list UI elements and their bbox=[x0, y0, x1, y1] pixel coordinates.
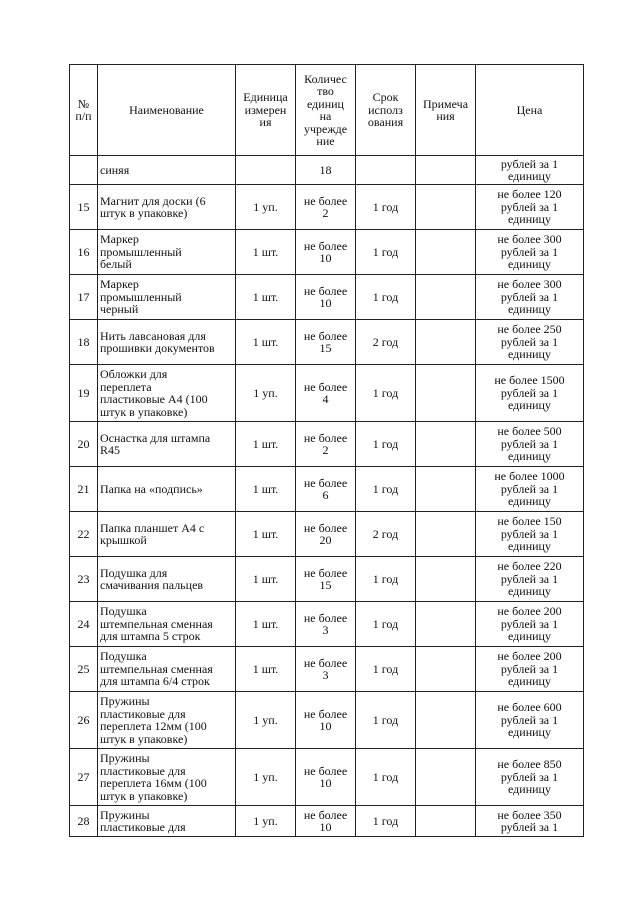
row-name: синяя bbox=[98, 156, 236, 185]
row-quantity: не более 6 bbox=[296, 467, 356, 512]
table-row bbox=[70, 692, 584, 749]
row-notes bbox=[416, 467, 476, 512]
row-quantity: не более 10 bbox=[296, 230, 356, 275]
row-unit: 1 шт. bbox=[236, 275, 296, 320]
row-quantity: не более 4 bbox=[296, 365, 356, 422]
procurement-table bbox=[69, 64, 584, 837]
row-term: 1 год bbox=[356, 467, 416, 512]
row-quantity: не более 15 bbox=[296, 320, 356, 365]
table-row bbox=[70, 320, 584, 365]
row-quantity: не более 10 bbox=[296, 806, 356, 837]
row-name: Подушка для смачивания пальцев bbox=[98, 557, 236, 602]
row-price: не более 1500 рублей за 1 единицу bbox=[476, 365, 584, 422]
row-price: не более 300 рублей за 1 единицу bbox=[476, 275, 584, 320]
table-row bbox=[70, 230, 584, 275]
header-number: № п/п bbox=[70, 65, 98, 156]
row-number: 21 bbox=[70, 467, 98, 512]
row-price: не более 850 рублей за 1 единицу bbox=[476, 749, 584, 806]
row-notes bbox=[416, 749, 476, 806]
header-unit: Единица измерен ия bbox=[236, 65, 296, 156]
row-price: не более 200 рублей за 1 единицу bbox=[476, 602, 584, 647]
row-term: 1 год bbox=[356, 557, 416, 602]
row-term bbox=[356, 156, 416, 185]
row-price: не более 150 рублей за 1 единицу bbox=[476, 512, 584, 557]
table-row bbox=[70, 422, 584, 467]
table-row bbox=[70, 557, 584, 602]
row-price: не более 1000 рублей за 1 единицу bbox=[476, 467, 584, 512]
row-unit: 1 уп. bbox=[236, 692, 296, 749]
table-row bbox=[70, 647, 584, 692]
row-notes bbox=[416, 275, 476, 320]
table-row bbox=[70, 156, 584, 185]
row-term: 1 год bbox=[356, 275, 416, 320]
row-name: Папка планшет А4 с крышкой bbox=[98, 512, 236, 557]
table-row bbox=[70, 365, 584, 422]
row-name: Пружины пластиковые для bbox=[98, 806, 236, 837]
row-notes bbox=[416, 512, 476, 557]
row-price: не более 220 рублей за 1 единицу bbox=[476, 557, 584, 602]
row-notes bbox=[416, 806, 476, 837]
row-number: 19 bbox=[70, 365, 98, 422]
row-name: Обложки для переплета пластиковые А4 (100 штук в упаковке) bbox=[98, 365, 236, 422]
header-notes: Примеча ния bbox=[416, 65, 476, 156]
row-notes bbox=[416, 602, 476, 647]
row-number: 23 bbox=[70, 557, 98, 602]
row-unit: 1 шт. bbox=[236, 602, 296, 647]
row-notes bbox=[416, 692, 476, 749]
row-unit: 1 уп. bbox=[236, 365, 296, 422]
row-quantity: не более 3 bbox=[296, 647, 356, 692]
row-quantity: не более 2 bbox=[296, 185, 356, 230]
row-unit: 1 шт. bbox=[236, 467, 296, 512]
row-unit: 1 уп. bbox=[236, 749, 296, 806]
table-row bbox=[70, 749, 584, 806]
row-unit: 1 уп. bbox=[236, 185, 296, 230]
row-unit bbox=[236, 156, 296, 185]
row-notes bbox=[416, 320, 476, 365]
row-term: 1 год bbox=[356, 185, 416, 230]
row-number bbox=[70, 156, 98, 185]
row-price: не более 250 рублей за 1 единицу bbox=[476, 320, 584, 365]
row-term: 1 год bbox=[356, 749, 416, 806]
row-name: Маркер промышленный черный bbox=[98, 275, 236, 320]
row-quantity: не более 20 bbox=[296, 512, 356, 557]
row-notes bbox=[416, 422, 476, 467]
row-price: не более 120 рублей за 1 единицу bbox=[476, 185, 584, 230]
row-name: Магнит для доски (6 штук в упаковке) bbox=[98, 185, 236, 230]
row-term: 1 год bbox=[356, 422, 416, 467]
row-notes bbox=[416, 185, 476, 230]
row-number: 17 bbox=[70, 275, 98, 320]
table-row bbox=[70, 806, 584, 837]
row-price: не более 300 рублей за 1 единицу bbox=[476, 230, 584, 275]
row-term: 1 год bbox=[356, 692, 416, 749]
row-price: не более 600 рублей за 1 единицу bbox=[476, 692, 584, 749]
row-name: Пружины пластиковые для переплета 16мм (100 штук в упаковке) bbox=[98, 749, 236, 806]
row-price: рублей за 1 единицу bbox=[476, 156, 584, 185]
header-quantity: Количес тво единиц на учрежде ние bbox=[296, 65, 356, 156]
row-unit: 1 шт. bbox=[236, 320, 296, 365]
row-number: 16 bbox=[70, 230, 98, 275]
row-notes bbox=[416, 647, 476, 692]
row-number: 20 bbox=[70, 422, 98, 467]
row-term: 1 год bbox=[356, 647, 416, 692]
header-name: Наименование bbox=[98, 65, 236, 156]
row-notes bbox=[416, 365, 476, 422]
header-price: Цена bbox=[476, 65, 584, 156]
row-quantity: не более 10 bbox=[296, 275, 356, 320]
row-name: Оснастка для штампа R45 bbox=[98, 422, 236, 467]
row-term: 1 год bbox=[356, 602, 416, 647]
row-term: 2 год bbox=[356, 512, 416, 557]
row-price: не более 500 рублей за 1 единицу bbox=[476, 422, 584, 467]
row-unit: 1 уп. bbox=[236, 806, 296, 837]
row-name: Подушка штемпельная сменная для штампа 5 строк bbox=[98, 602, 236, 647]
row-number: 28 bbox=[70, 806, 98, 837]
row-term: 1 год bbox=[356, 365, 416, 422]
row-unit: 1 шт. bbox=[236, 422, 296, 467]
row-quantity: не более 10 bbox=[296, 692, 356, 749]
row-price: не более 200 рублей за 1 единицу bbox=[476, 647, 584, 692]
row-name: Нить лавсановая для прошивки документов bbox=[98, 320, 236, 365]
row-quantity: не более 2 bbox=[296, 422, 356, 467]
row-number: 27 bbox=[70, 749, 98, 806]
row-notes bbox=[416, 557, 476, 602]
row-price: не более 350 рублей за 1 bbox=[476, 806, 584, 837]
row-term: 2 год bbox=[356, 320, 416, 365]
row-term: 1 год bbox=[356, 806, 416, 837]
row-quantity: не более 3 bbox=[296, 602, 356, 647]
row-name: Маркер промышленный белый bbox=[98, 230, 236, 275]
row-quantity: не более 15 bbox=[296, 557, 356, 602]
row-quantity: не более 10 bbox=[296, 749, 356, 806]
row-number: 24 bbox=[70, 602, 98, 647]
row-unit: 1 шт. bbox=[236, 557, 296, 602]
table-row bbox=[70, 275, 584, 320]
row-number: 15 bbox=[70, 185, 98, 230]
table-row bbox=[70, 185, 584, 230]
row-notes bbox=[416, 230, 476, 275]
row-name: Папка на «подпись» bbox=[98, 467, 236, 512]
row-number: 22 bbox=[70, 512, 98, 557]
table-row bbox=[70, 602, 584, 647]
row-unit: 1 шт. bbox=[236, 512, 296, 557]
table-row bbox=[70, 512, 584, 557]
header-term: Срок исполз ования bbox=[356, 65, 416, 156]
row-number: 18 bbox=[70, 320, 98, 365]
row-name: Подушка штемпельная сменная для штампа 6/4 строк bbox=[98, 647, 236, 692]
row-number: 26 bbox=[70, 692, 98, 749]
row-quantity: 18 bbox=[296, 156, 356, 185]
row-unit: 1 шт. bbox=[236, 647, 296, 692]
row-number: 25 bbox=[70, 647, 98, 692]
table-row bbox=[70, 467, 584, 512]
header-row bbox=[70, 65, 584, 156]
row-unit: 1 шт. bbox=[236, 230, 296, 275]
row-notes bbox=[416, 156, 476, 185]
row-term: 1 год bbox=[356, 230, 416, 275]
row-name: Пружины пластиковые для переплета 12мм (100 штук в упаковке) bbox=[98, 692, 236, 749]
